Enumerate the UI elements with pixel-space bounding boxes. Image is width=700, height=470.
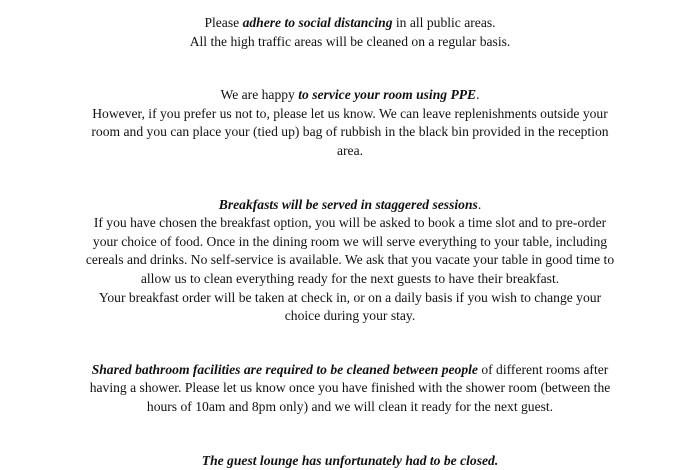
emphasis-text: Shared bathroom facilities are required to be cleaned between people	[92, 362, 478, 377]
text-line: hours of 10am and 8pm only) and we will clean it ready for the next guest.	[50, 398, 650, 417]
text-line: choice during your stay.	[50, 307, 650, 326]
text-line: having a shower. Please let us know once you have finished with the shower room (between the	[50, 379, 650, 398]
text-line: We are happy to service your room using PPE.	[50, 86, 650, 105]
emphasis-text: adhere to social distancing	[243, 15, 393, 30]
emphasis-text: The guest lounge has unfortunately had to be closed.	[50, 452, 650, 470]
social-distancing-paragraph	[50, 14, 650, 51]
guest-notice-document	[0, 14, 700, 470]
text-line: allow us to clean everything ready for the next guests to have their breakfast.	[50, 270, 650, 289]
text-line: All the high traffic areas will be cleaned on a regular basis.	[50, 33, 650, 52]
text-line: Shared bathroom facilities are required to be cleaned between people of different rooms after	[50, 361, 650, 380]
emphasis-text: Breakfasts will be served in staggered sessions	[219, 197, 478, 212]
text-line: Please adhere to social distancing in all public areas.	[50, 14, 650, 33]
text-line: Your breakfast order will be taken at check in, or on a daily basis if you wish to change your	[50, 289, 650, 308]
text-line: room and you can place your (tied up) bag of rubbish in the black bin provided in the reception	[50, 123, 650, 142]
guest-lounge-paragraph	[50, 452, 650, 470]
emphasis-text: to service your room using PPE	[298, 87, 476, 102]
text-line: If you have chosen the breakfast option, you will be asked to book a time slot and to pre-order	[50, 214, 650, 233]
text-line: However, if you prefer us not to, please let us know. We can leave replenishments outside your	[50, 105, 650, 124]
text-line: area.	[50, 142, 650, 161]
breakfast-paragraph	[50, 196, 650, 326]
room-service-paragraph	[50, 86, 650, 160]
shared-bathroom-paragraph	[50, 361, 650, 417]
text-line: your choice of food. Once in the dining room we will serve everything to your table, including	[50, 233, 650, 252]
text-line: cereals and drinks. No self-service is available. We ask that you vacate your table in good time to	[50, 251, 650, 270]
text-line: Breakfasts will be served in staggered sessions.	[50, 196, 650, 215]
